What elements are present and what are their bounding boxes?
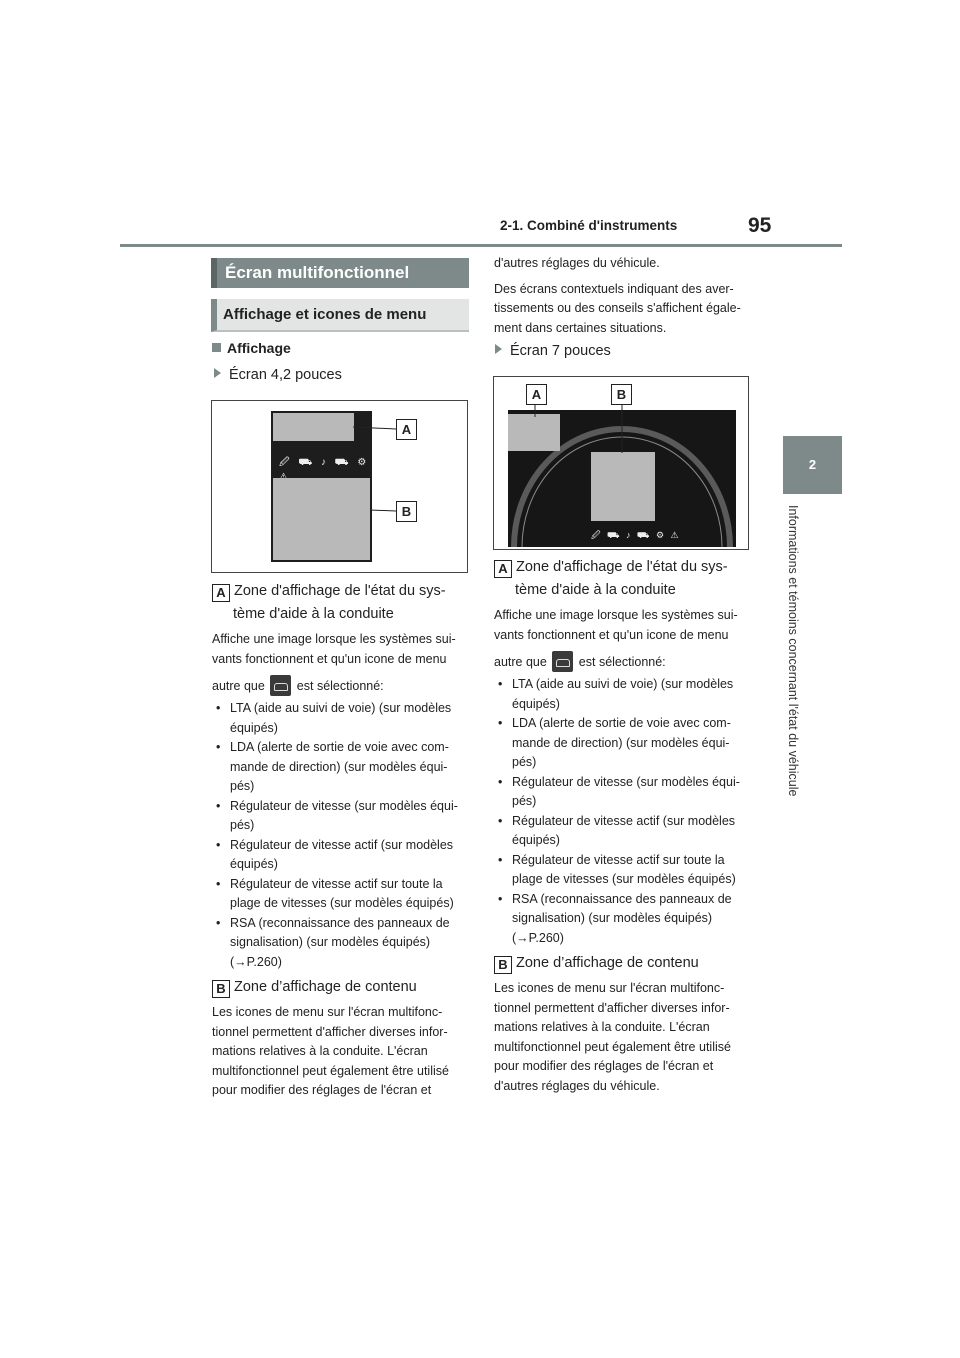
list-item xyxy=(494,812,756,851)
desc-line: d'autres réglages du véhicule. xyxy=(494,1078,660,1093)
list-item-line: • LDA (alerte de sortie de voie avec com- xyxy=(512,716,731,730)
cont-line: ment dans certaines situations. xyxy=(494,320,667,335)
menu-icons-row: 🖉 ⛟ ♪ ⛟ ⚙ ⚠ xyxy=(591,530,681,540)
left-a-list xyxy=(212,699,474,972)
zone-a-title xyxy=(212,580,472,626)
list-item xyxy=(494,675,756,714)
desc-line: mations relatives à la conduite. L'écran xyxy=(212,1044,428,1058)
chapter-number: 2 xyxy=(808,457,817,472)
list-item-line: (→P.260) xyxy=(512,930,564,945)
list-item-line: plage de vitesses (sur modèles équipés) xyxy=(512,872,736,886)
chapter-title xyxy=(770,505,810,835)
screen-label-text: Écran 7 pouces xyxy=(510,343,611,359)
desc-line: vants fonctionnent et qu'un icone de menu xyxy=(212,651,447,666)
zone-a-title-line1: Zone d'affichage de l'état du sys- xyxy=(516,559,728,575)
badge-a: A xyxy=(212,584,230,602)
desc-line: tionnel permettent d'afficher diverses infor- xyxy=(494,1000,730,1015)
desc-line: Affiche une image lorsque les systèmes sui- xyxy=(494,608,738,622)
list-item-line: pés) xyxy=(230,779,255,793)
heading-ecran-multifonctionnel xyxy=(211,258,469,288)
zone-b-title xyxy=(212,976,472,999)
menu-icons-row: 🖉 ⛟ ♪ ⛟ ⚙ xyxy=(279,457,370,468)
list-item-line: • LDA (alerte de sortie de voie avec com- xyxy=(230,740,449,754)
list-item-line: mande de direction) (sur modèles équi- xyxy=(230,759,448,774)
list-item-line: signalisation) (sur modèles équipés) xyxy=(512,911,713,925)
desc-line: pour modifier des réglages de l'écran et xyxy=(212,1083,432,1097)
driving-assist-icon xyxy=(270,675,291,696)
list-item-line: • Régulateur de vitesse (sur modèles équi- xyxy=(512,774,740,789)
callout-a: A xyxy=(396,419,417,440)
zone-b-title-text: Zone d’affichage de contenu xyxy=(516,955,699,971)
list-item-line: • Régulateur de vitesse actif sur toute la xyxy=(512,852,725,867)
cont-line: Des écrans contextuels indiquant des aver- xyxy=(494,281,734,296)
list-item-line: équipés) xyxy=(512,833,560,847)
cont-line: d'autres réglages du véhicule. xyxy=(494,256,660,270)
list-item-line: pés) xyxy=(512,755,537,769)
square-bullet-icon xyxy=(212,343,221,352)
sub-affichage xyxy=(212,340,291,356)
screen-label-7 xyxy=(495,340,611,363)
screen-label-42 xyxy=(214,364,342,387)
right-continuation xyxy=(494,254,756,338)
zone-b-description xyxy=(494,979,756,1096)
driving-assist-icon xyxy=(552,651,573,672)
triangle-bullet-icon xyxy=(495,344,502,354)
desc-line: mations relatives à la conduite. L'écran xyxy=(494,1020,710,1034)
list-item-line: plage de vitesses (sur modèles équipés) xyxy=(230,896,454,910)
heading-text: Écran multifonctionnel xyxy=(225,263,410,282)
callout-b: B xyxy=(611,384,632,405)
list-item xyxy=(494,851,756,890)
subheading-text: Affichage et icones de menu xyxy=(223,306,427,323)
list-item-line: (→P.260) xyxy=(230,954,282,969)
list-item-line: • Régulateur de vitesse actif (sur modèles xyxy=(512,813,736,828)
desc-line: tionnel permettent d'afficher diverses infor- xyxy=(212,1024,448,1039)
subheading-affichage-icones xyxy=(211,299,469,332)
list-item-line: équipés) xyxy=(230,857,278,871)
list-item-line: équipés) xyxy=(512,696,560,711)
list-item-line: • Régulateur de vitesse actif sur toute la xyxy=(230,876,443,891)
list-item-line: équipés) xyxy=(230,720,278,735)
list-item xyxy=(494,890,756,949)
desc-line-with-icon xyxy=(494,651,756,673)
list-item xyxy=(212,797,474,836)
zone-a-title-line2: tème d'aide à la conduite xyxy=(233,606,394,622)
desc-line: multifonctionnel peut également être utilisé xyxy=(494,1039,731,1054)
list-item-line: pés) xyxy=(230,818,255,832)
badge-b: B xyxy=(494,956,512,974)
callout-lines xyxy=(212,401,469,574)
zone-a-title xyxy=(494,556,756,602)
list-item xyxy=(212,738,474,797)
list-item xyxy=(494,773,756,812)
right-a-list xyxy=(494,675,756,948)
callout-a: A xyxy=(526,384,547,405)
list-item-line: • LTA (aide au suivi de voie) (sur modèles xyxy=(512,677,734,691)
list-item xyxy=(212,914,474,973)
list-item-line: • Régulateur de vitesse (sur modèles équi- xyxy=(230,798,458,813)
desc-line: Affiche une image lorsque les systèmes sui- xyxy=(212,632,456,646)
zone-a-description xyxy=(212,630,474,697)
desc-pre: autre que xyxy=(494,655,547,669)
chapter-tab xyxy=(783,436,842,494)
zone-b-title-text: Zone d’affichage de contenu xyxy=(234,979,417,995)
list-item-line: • RSA (reconnaissance des panneaux de xyxy=(230,915,450,930)
list-item-line: pés) xyxy=(512,794,537,808)
desc-line: pour modifier des réglages de l'écran et xyxy=(494,1059,714,1073)
figure-screen-42 xyxy=(211,400,468,573)
page-number: 95 xyxy=(748,214,772,237)
list-item-line: mande de direction) (sur modèles équi- xyxy=(512,735,730,750)
badge-a: A xyxy=(494,560,512,578)
desc-pre: autre que xyxy=(212,679,265,693)
chapter-title-text: Informations et témoins concernant l'état du véhicule xyxy=(786,505,800,797)
list-item xyxy=(212,875,474,914)
desc-line: multifonctionnel peut également être utilisé xyxy=(212,1063,449,1078)
badge-b: B xyxy=(212,980,230,998)
zone-b-title xyxy=(494,952,756,975)
zone-a-title-line1: Zone d'affichage de l'état du sys- xyxy=(234,583,446,599)
triangle-bullet-icon xyxy=(214,368,221,378)
list-item-line: • LTA (aide au suivi de voie) (sur modèles xyxy=(230,701,452,715)
desc-post: est sélectionné: xyxy=(296,679,384,693)
list-item-line: signalisation) (sur modèles équipés) xyxy=(230,935,431,949)
callout-b: B xyxy=(396,501,417,522)
figure-screen-7 xyxy=(493,376,749,550)
desc-line: Les icones de menu sur l'écran multifonc- xyxy=(212,1005,443,1019)
cont-line: tissements ou des conseils s'affichent égale- xyxy=(494,301,741,315)
desc-post: est sélectionné: xyxy=(578,655,666,669)
list-item-line: • Régulateur de vitesse actif (sur modèles xyxy=(230,837,454,852)
desc-line-with-icon xyxy=(212,675,474,697)
list-item-line: • RSA (reconnaissance des panneaux de xyxy=(512,891,732,906)
zone-a-description xyxy=(494,606,756,673)
list-item xyxy=(494,714,756,773)
zone-b-description xyxy=(212,1003,474,1101)
screen-label-text: Écran 4,2 pouces xyxy=(229,367,342,383)
sub-affichage-text: Affichage xyxy=(227,340,291,356)
section-title: 2-1. Combiné d'instruments xyxy=(500,218,678,233)
desc-line: vants fonctionnent et qu'un icone de menu xyxy=(494,627,729,642)
desc-line: Les icones de menu sur l'écran multifonc- xyxy=(494,981,725,995)
list-item xyxy=(212,699,474,738)
header-rule xyxy=(120,244,842,247)
list-item xyxy=(212,836,474,875)
zone-a-title-line2: tème d'aide à la conduite xyxy=(515,582,676,598)
